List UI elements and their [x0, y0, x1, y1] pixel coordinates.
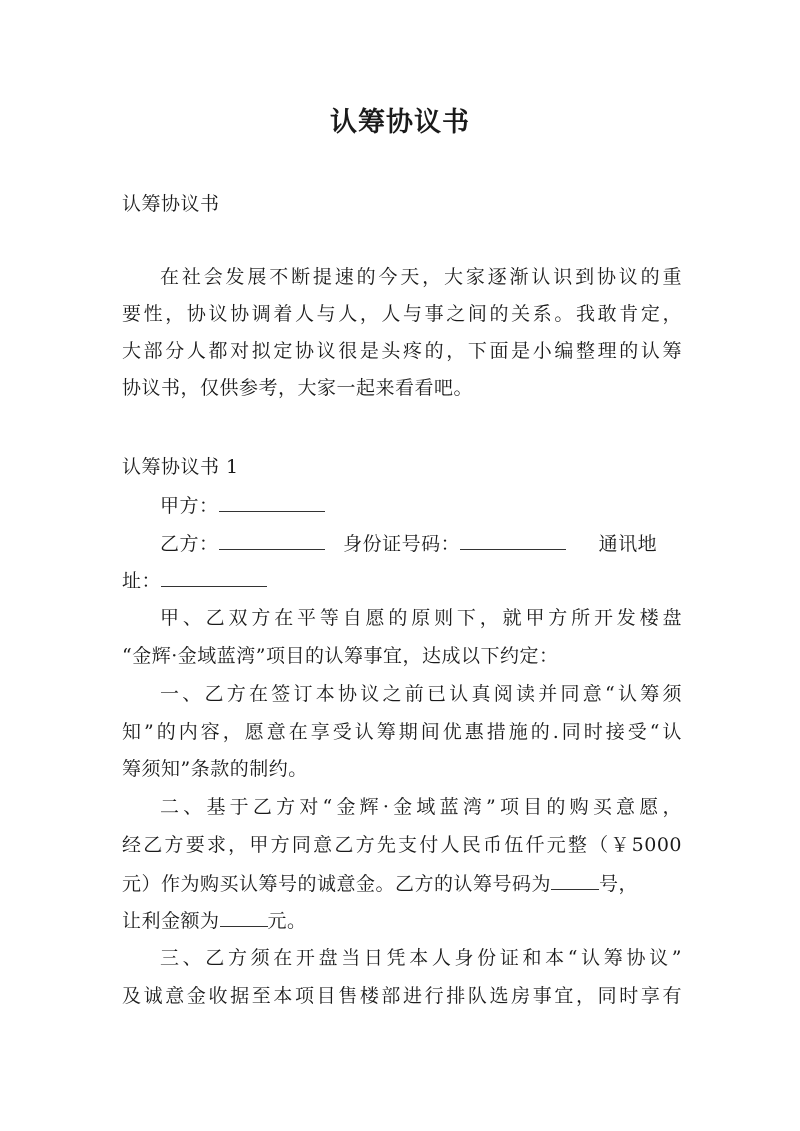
- intro-line-2: 要性，协议协调着人与人，人与事之间的关系。我敢肯定，: [122, 303, 682, 325]
- subscription-number-blank: [551, 871, 599, 890]
- address-row: [122, 568, 682, 593]
- party-a-row: [160, 493, 682, 518]
- body-p3-line-4-suffix: 元。: [267, 910, 307, 932]
- section-title: 认筹协议书 1: [122, 456, 239, 478]
- party-b-row: [160, 531, 682, 556]
- intro-line-4: 协议书，仅供参考，大家一起来看看吧。: [122, 377, 474, 399]
- party-a-blank: [219, 493, 325, 512]
- body-p3-line-4: [122, 908, 682, 933]
- address-label-part2: 址：: [122, 570, 162, 592]
- body-p4-line-2: 及诚意金收据至本项目售楼部进行排队选房事宜，同时享有: [122, 985, 682, 1007]
- id-blank: [460, 531, 566, 550]
- body-p3-line-3-suffix: 号，: [599, 873, 639, 895]
- discount-amount-blank: [220, 908, 268, 927]
- party-b-label: 乙方：: [160, 533, 219, 555]
- address-label-part1: 通讯地: [598, 533, 658, 555]
- document-subheading: 认筹协议书: [122, 193, 220, 215]
- body-p3-line-4-text: 让利金额为: [122, 910, 220, 932]
- document-title: 认筹协议书: [330, 107, 470, 138]
- intro-line-3: 大部分人都对拟定协议很是头疼的，下面是小编整理的认筹: [122, 340, 682, 362]
- id-label: 身份证号码：: [343, 533, 461, 555]
- body-p4-line-1: 三、乙方须在开盘当日凭本人身份证和本“认筹协议”: [160, 947, 682, 969]
- body-p2-line-1: 一、乙方在签订本协议之前已认真阅读并同意“认筹须: [160, 683, 682, 705]
- party-a-label: 甲方：: [160, 495, 219, 517]
- body-p3-line-3-text: 元）作为购买认筹号的诚意金。乙方的认筹号码为: [122, 873, 552, 895]
- body-p1-line-2: “金辉·金域蓝湾”项目的认筹事宜，达成以下约定：: [122, 645, 559, 667]
- body-p2-line-2: 知”的内容，愿意在享受认筹期间优惠措施的.同时接受“认: [122, 721, 682, 743]
- party-b-blank: [219, 531, 325, 550]
- body-p2-line-3: 筹须知”条款的制约。: [122, 758, 308, 780]
- body-p3-line-1: 二、基于乙方对“金辉·金域蓝湾”项目的购买意愿，: [160, 796, 682, 818]
- body-p1-line-1: 甲、乙双方在平等自愿的原则下，就甲方所开发楼盘: [160, 607, 682, 629]
- intro-line-1: 在社会发展不断提速的今天，大家逐渐认识到协议的重: [160, 266, 682, 288]
- body-p3-line-2: 经乙方要求，甲方同意乙方先支付人民币伍仟元整（￥5000: [122, 834, 682, 856]
- address-blank: [161, 568, 267, 587]
- body-p3-line-3: [122, 871, 682, 896]
